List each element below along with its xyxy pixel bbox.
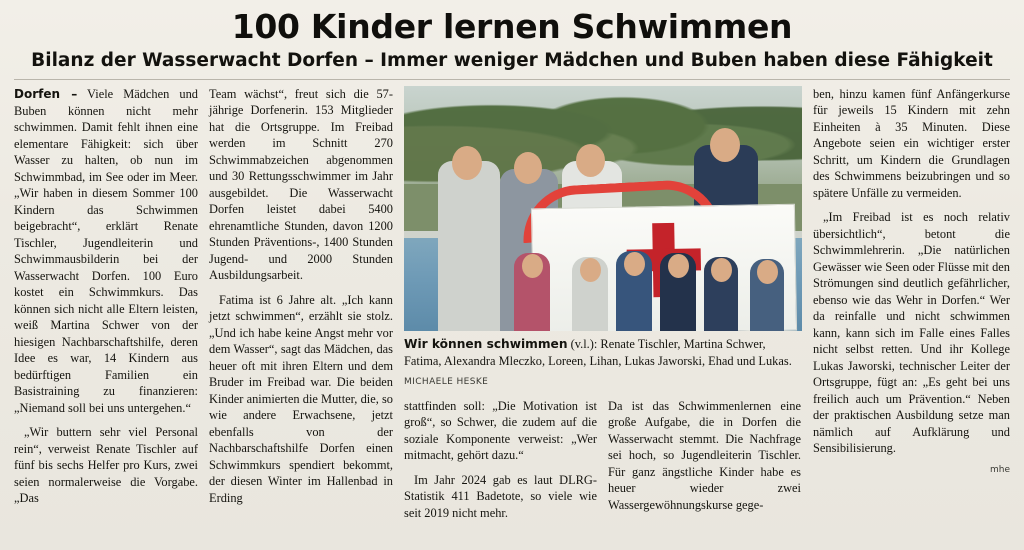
paragraph: stattfinden soll: „Die Motivation ist groß“, so Schwer, die zudem auf die soziale Komponente verweist: „Wer mitmacht, gehört dazu.“ (404, 398, 597, 463)
group-photo (404, 86, 802, 331)
person-head (576, 144, 605, 177)
paragraph: Da ist das Schwimmenlernen eine große Aufgabe, die in Dorfen die Wasserwacht stemmt. Die Nachfrage sei hoch, so Jugendleiterin Tischler. Für ganz ängstliche Kinder habe es heuer wieder zwei Wassergewöhnungskurse gege- (608, 398, 801, 512)
person-head (710, 128, 740, 162)
paragraph-text: Viele Mädchen und Buben können nicht mehr schwimmen. Damit fehlt ihnen eine elementare Fähigkeit: sich über Wasser zu halten, ob nun im Schwimmbad, im See oder im Meer. „Wir haben in diesem Sommer 100 Kindern das Schwimmen beigebracht“, erklärt Renate Tischler, Jugendleiterin und Schwimmausbilderin bei der Wasserwacht Dorfen. 100 Euro kostet ein Schwimmkurs. Das können sich nicht alle Eltern leisten, weiß Martina Schwer von der hiesigen Nachbarschaftshilfe, deren Idee es war, 14 Kindern aus bedürftigen Familien ein Basistraining zu finanzieren: „Niemand soll bei uns untergehen.“ (14, 86, 198, 415)
column-middle (404, 86, 802, 529)
column-1 (14, 86, 198, 515)
column-2 (209, 86, 393, 515)
caption-lead: Wir können schwimmen (404, 336, 568, 351)
person-head (757, 260, 778, 284)
middle-sub-columns (404, 398, 802, 530)
byline: mhe (989, 464, 1010, 475)
photo-credit: MICHAELE HESKE (404, 376, 489, 387)
paragraph: Team wächst“, freut sich die 57-jährige Dorfenerin. 153 Mitglieder hat die Ortsgruppe. Im Freibad werden im Schnitt 270 Schwimmabzeichen abgenommen und 30 Rettungsschwimmer im Jahr ausgebildet. Die Wasserwacht Dorfen leistet dabei 5400 ehrenamtliche Stunden, davon 1200 Stunden Präventions-, 1400 Stunden Jugend- und 2000 Stunden Ausbildungsarbeit. (209, 86, 393, 283)
paragraph (14, 86, 198, 416)
person-head (580, 258, 601, 282)
divider (14, 79, 1010, 80)
column-3 (404, 398, 597, 530)
person-adult (438, 161, 500, 331)
caption-text: (v.l.): Renate Tischler, Martina Schwer, Fatima, Alexandra Mleczko, Loreen, Lihan, Lukas Jaworski, Ehad und Lukas. (404, 336, 792, 368)
person-head (452, 146, 482, 180)
column-5 (813, 86, 1010, 477)
paragraph: ben, hinzu kamen fünf Anfängerkurse für jeweils 15 Kindern mit zehn Einheiten à 35 Minuten. Diese Angebote seien ein wichtiger erster Schritt, um Kindern die Grundlagen des Schwimmens beizubringen und so spätere Unfälle zu vermeiden. (813, 86, 1010, 200)
subheadline: Bilanz der Wasserwacht Dorfen – Immer weniger Mädchen und Buben haben diese Fähigkeit (31, 49, 993, 71)
article-body (14, 86, 1010, 548)
column-4 (608, 398, 801, 530)
person-head (624, 252, 645, 276)
dateline: Dorfen – (14, 86, 78, 101)
paragraph: „Wir buttern sehr viel Personal rein“, verweist Renate Tischler auf fünf bis sechs Helfer pro Kurs, zwei seien normalerweise die Vorgabe. „Das (14, 425, 198, 506)
person-head (522, 254, 543, 278)
person-head (668, 254, 689, 278)
paragraph: Fatima ist 6 Jahre alt. „Ich kann jetzt schwimmen“, erzählt sie stolz. „Und ich habe keine Angst mehr vor dem Wasser“, sagt das Mädchen, das heuer oft mit ihren Eltern und dem Bruder im Freibad war. Die beiden Kinder animierten die Mutter, die, so wie andere Erwachsene, jetzt ebenfalls von der Nachbarschaftshilfe Dorfen einen Schwimmkurs spendiert bekommt, der diesen Winter im Hallenbad in Erding (209, 292, 393, 505)
photo-caption (404, 336, 802, 369)
person-head (514, 152, 542, 184)
person-head (711, 258, 732, 282)
paragraph: „Im Freibad ist es noch relativ übersichtlich“, betont die Schwimmlehrerin. „Die natürlichen Gewässer wie Seen oder Flüsse mit den Strömungen sind deutlich gefährlicher, ebenso wie das Wehr in Dorfen.“ Wer da reinfalle und nicht schwimmen kann, kann sich im Falle eines Falles nicht selbst retten. Und ihr Kollege Lukas Jaworski, technischer Leiter der Ortsgruppe, fügt an: „Es geht bei uns freilich auch um Prävention.“ Neben der praktischen Ausbildung setze man nämlich auf Aufklärung und Sensibilisierung. (813, 210, 1010, 456)
page-title: 100 Kinder lernen Schwimmen (231, 7, 793, 46)
paragraph: Im Jahr 2024 gab es laut DLRG-Statistik 411 Badetote, so viele wie seit 2019 nicht mehr. (404, 472, 597, 520)
